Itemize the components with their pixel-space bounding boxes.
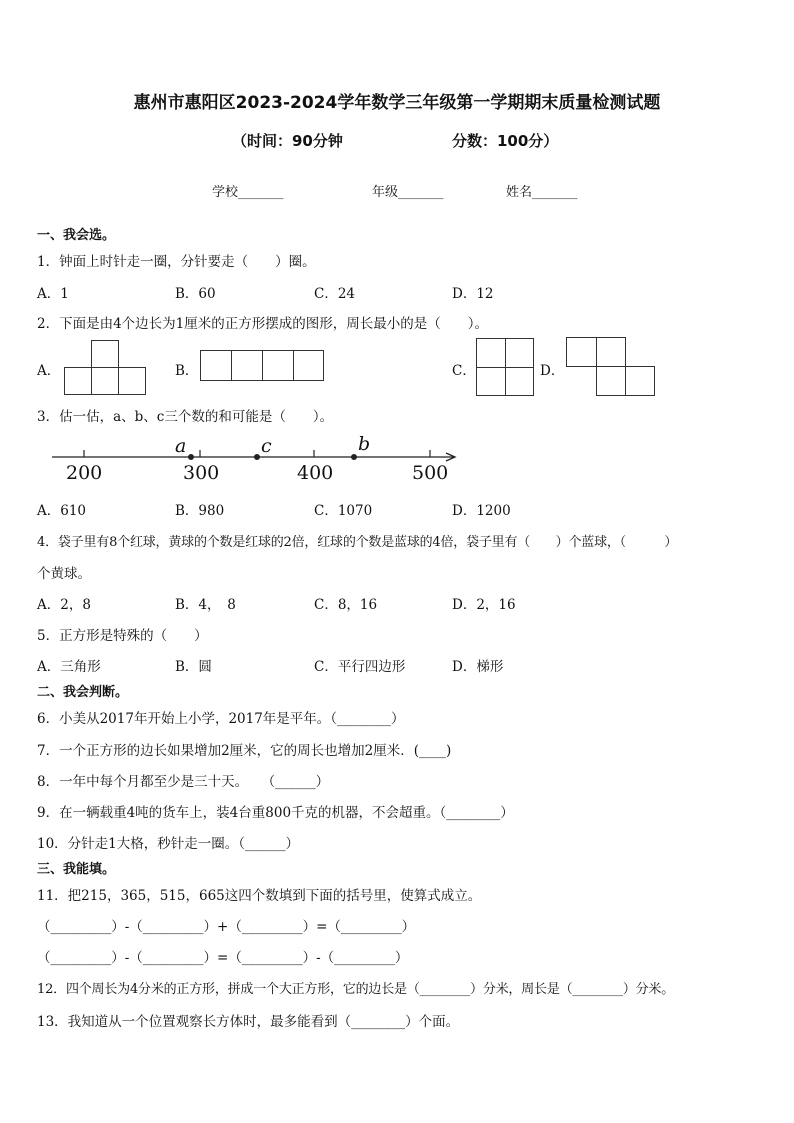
tick-label-400: 400 — [297, 462, 334, 484]
question-7: 7．一个正方形的边长如果增加2厘米，它的周长也增加2厘米．(____) — [37, 743, 452, 759]
q1-option-b: B．60 — [175, 286, 216, 302]
question-1: 1．钟面上时针走一圈，分针要走（ ）圈。 — [37, 254, 316, 270]
q2-label-c: C． — [452, 363, 476, 379]
exam-time: （时间：90分钟 — [232, 132, 343, 150]
question-4-line-1: 4．袋子里有8个红球，黄球的个数是红球的2倍，红球的个数是蓝球的4倍，袋子里有（ ）个蓝球，（ ） — [37, 535, 678, 550]
exam-score: 分数：100分） — [452, 132, 559, 150]
question-12: 12．四个周长为4分米的正方形，拼成一个大正方形，它的边长是（________）分米，周长是（________）分米。 — [37, 982, 675, 997]
q1-option-a: A．1 — [37, 286, 69, 302]
q5-option-c: C．平行四边形 — [314, 659, 406, 675]
grade-field: 年级_______ — [372, 185, 444, 200]
question-13: 13．我知道从一个位置观察长方体时，最多能看到（________）个面。 — [37, 1014, 460, 1030]
question-9: 9．在一辆载重4吨的货车上，装4台重800千克的机器，不会超重。（________） — [37, 805, 514, 821]
q11-equation-1: （_________）-（_________）+（_________）=（_________） — [37, 919, 416, 935]
q3-option-b: B．980 — [175, 503, 225, 519]
point-label-a: a — [175, 435, 187, 457]
question-8: 8．一年中每个月都至少是三十天。 （______） — [37, 774, 330, 790]
question-6: 6．小美从2017年开始上小学，2017年是平年。（________） — [37, 711, 405, 727]
name-field: 姓名_______ — [506, 185, 578, 200]
question-3: 3．估一估，a、b、c三个数的和可能是（ ）。 — [37, 409, 334, 425]
q4-option-b: B．4， 8 — [175, 597, 236, 613]
point-label-c: c — [261, 435, 272, 457]
q4-option-d: D．2，16 — [452, 597, 516, 613]
section-2-heading: 二、我会判断。 — [37, 685, 129, 700]
q3-option-c: C．1070 — [314, 503, 373, 519]
point-label-b: b — [358, 433, 371, 455]
question-5: 5．正方形是特殊的（ ） — [37, 628, 208, 644]
q1-option-c: C．24 — [314, 286, 356, 302]
tick-label-300: 300 — [183, 462, 220, 484]
page-title: 惠州市惠阳区2023-2024学年数学三年级第一学期期末质量检测试题 — [133, 93, 661, 113]
q4-option-a: A．2，8 — [37, 597, 91, 613]
question-4-line-2: 个黄球。 — [37, 566, 91, 582]
q1-option-d: D．12 — [452, 286, 494, 302]
tick-label-200: 200 — [66, 462, 103, 484]
q2-label-b: B． — [175, 363, 199, 379]
question-11: 11．把215，365，515，665这四个数填到下面的括号里，使算式成立。 — [37, 888, 482, 904]
section-3-heading: 三、我能填。 — [37, 862, 116, 877]
tick-label-500: 500 — [412, 462, 449, 484]
question-2: 2．下面是由4个边长为1厘米的正方形摆成的图形，周长最小的是（ ）。 — [37, 316, 489, 332]
school-field: 学校_______ — [212, 185, 284, 200]
q5-option-b: B．圆 — [175, 659, 212, 675]
q2-label-d: D． — [540, 363, 565, 379]
q5-option-a: A．三角形 — [37, 659, 101, 675]
q5-option-d: D．梯形 — [452, 659, 504, 675]
q11-equation-2: （_________）-（_________）=（_________）-（_________） — [37, 950, 409, 966]
q3-option-d: D．1200 — [452, 503, 511, 519]
q4-option-c: C．8，16 — [314, 597, 378, 613]
section-1-heading: 一、我会选。 — [37, 228, 116, 243]
question-10: 10．分针走1大格，秒针走一圈。（______） — [37, 836, 300, 852]
q3-option-a: A．610 — [37, 503, 87, 519]
q2-label-a: A． — [37, 363, 61, 379]
